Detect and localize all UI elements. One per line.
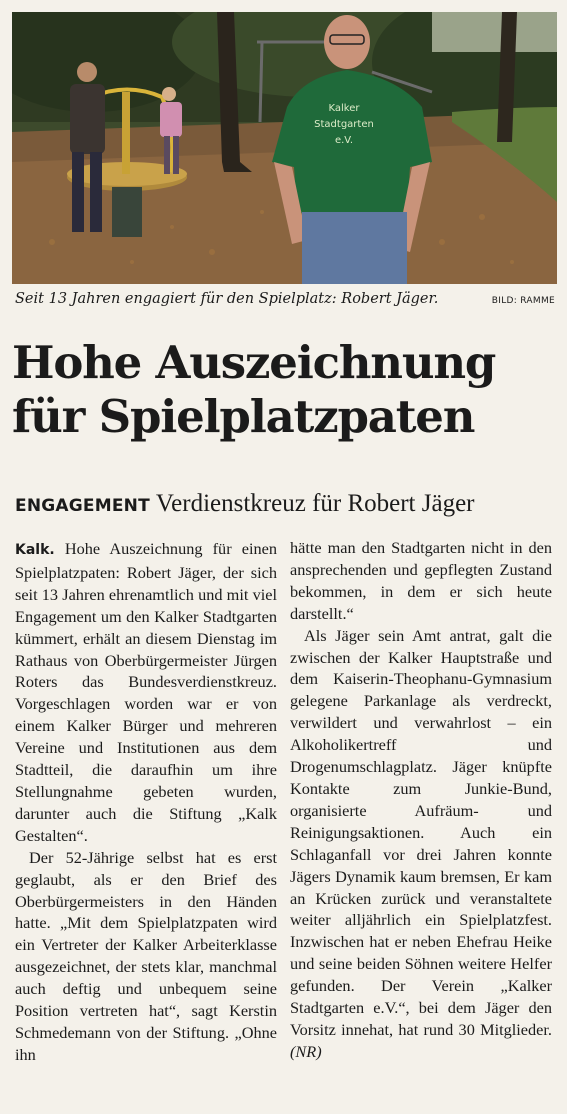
shirt-text-line-2: Stadtgarten: [314, 119, 374, 130]
headline-line-2: für Spielplatzpaten: [12, 390, 475, 443]
paragraph-4-text: Als Jäger sein Amt antrat, galt die zwischen der Kalker Hauptstraße und dem Kaiserin-Theophanu-Gymnasium gelegene Parkanlage als verdreckt, verwildert und verwahrlost – ein Alkoholikertreff und Drogenumschlagplatz. Jäger knüpfte Kontakte zum Junkie-Bund, organisierte Aufräum- und Reinigungsaktionen. Auch ein Schlaganfall vor drei Jahren konnte Jägers Dynamik kaum bremsen, Er kam an Krücken zurück und veranstaltete weiter alljährlich ein Spielplatzfest. Inzwischen hat er neben Ehefrau Heike und seine beiden Söhnen weitere Helfer gefunden. Der Verein „Kalker Stadtgarten e.V.“, bei dem Jäger den Vorsitz innehat, hat rund 30 Mitglieder.: [290, 625, 552, 1039]
kicker: ENGAGEMENT: [15, 496, 150, 516]
park-scene-illustration: [12, 12, 557, 284]
shirt-text-line-3: e.V.: [334, 135, 354, 146]
author-signature: (NR): [290, 1041, 322, 1061]
photo-caption: Seit 13 Jahren engagiert für den Spielplatz: Robert Jäger.: [15, 291, 439, 307]
article-column-right: [290, 537, 552, 1063]
photo-credit: BILD: RAMME: [491, 296, 555, 306]
headline: [12, 336, 557, 444]
kicker-row: [15, 490, 560, 518]
paragraph-1: [15, 538, 277, 847]
paragraph-3: hätte man den Stadtgarten nicht in den ansprechenden und gepflegten Zustand bekommen, in dem er sich heute darstellt.“: [290, 538, 552, 623]
subheadline: Verdienstkreuz für Robert Jäger: [155, 490, 475, 517]
article-column-left: [15, 538, 277, 1066]
shirt-text-line-1: Kalker: [328, 103, 360, 114]
paragraph-2: Der 52-Jährige selbst hat es erst geglaubt, als er den Brief des Oberbürgermeisters in den Händen hatte. „Mit dem Spielplatzpaten wird ein Vertreter der Kalker Arbeiterklasse ausgezeichnet, der stets klar, manchmal auch deftig und unbequem seine Position vertreten hat“, sagt Kerstin Schmedemann von der Stiftung. „Ohne ihn: [15, 847, 277, 1064]
dateline: Kalk.: [15, 542, 55, 558]
article-photo: [12, 12, 557, 284]
paragraph-1-text: Hohe Auszeichnung für einen Spielplatzpaten: Robert Jäger, der sich seit 13 Jahren ehrenamtlich und mit viel Engagement um den Kalker Stadtgarten kümmert, erhält an diesem Dienstag im Rathaus von Oberbürgermeister Jürgen Roters das Bundesverdienstkreuz. Vorgeschlagen worden war er von einem Kalker Bürger und mehreren Vereine und Institutionen aus dem Stadtteil, die daraufhin um ihre Stellungnahme gebeten wurden, darunter auch die Stiftung „Kalk Gestalten“.: [15, 539, 277, 845]
paragraph-4: [290, 625, 552, 1063]
headline-line-1: Hohe Auszeichnung: [12, 336, 496, 389]
